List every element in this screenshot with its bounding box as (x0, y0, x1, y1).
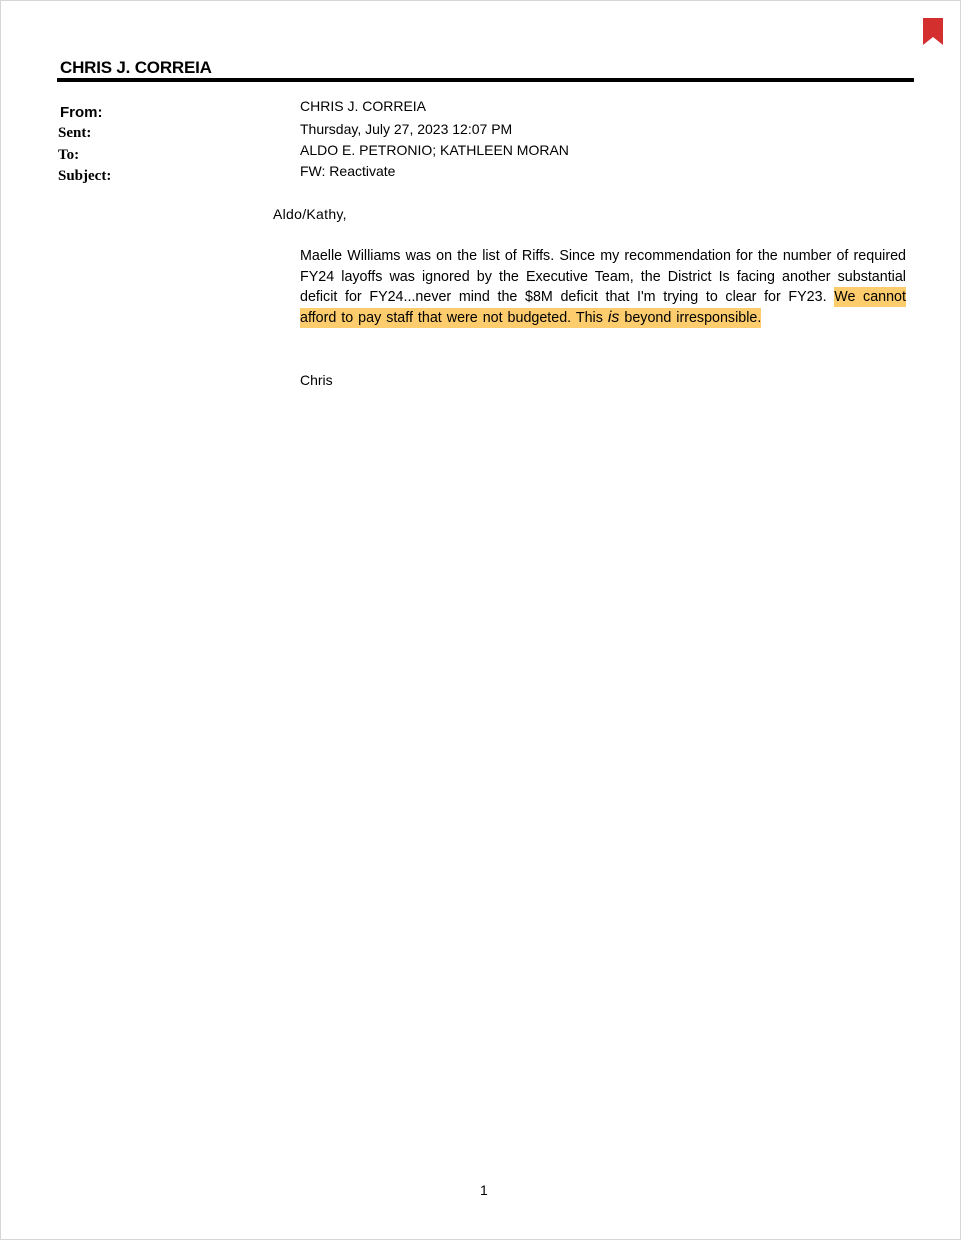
highlight-text-start: We cannot afford to pay staff that were not budgeted. This (300, 289, 906, 326)
subject-label: Subject: (58, 168, 112, 184)
email-body (300, 246, 906, 328)
document-owner-name: CHRIS J. CORREIA (60, 58, 212, 77)
bookmark-icon[interactable] (923, 18, 943, 45)
highlight-emphasis: is (607, 308, 620, 326)
to-label: To: (58, 147, 80, 163)
email-signoff: Chris (300, 372, 333, 388)
highlight-text-end: beyond irresponsible. (619, 309, 762, 326)
from-value: CHRIS J. CORREIA (300, 98, 427, 114)
sent-label: Sent: (58, 125, 92, 141)
header-rule (57, 78, 914, 82)
sent-value: Thursday, July 27, 2023 12:07 PM (300, 121, 513, 137)
page-number: 1 (480, 1182, 488, 1198)
to-value: ALDO E. PETRONIO; KATHLEEN MORAN (300, 142, 569, 158)
subject-value: FW: Reactivate (300, 163, 396, 179)
body-plain-text: Maelle Williams was on the list of Riffs. Since my recommendation for the number of required FY24 layoffs was ignored by the Executive Team, the District Is facing another substantial deficit for FY24...never mind the $8M deficit that I'm trying to clear for FY23. (300, 248, 906, 306)
from-label: From: (60, 104, 103, 121)
email-greeting: Aldo/Kathy, (273, 206, 347, 222)
